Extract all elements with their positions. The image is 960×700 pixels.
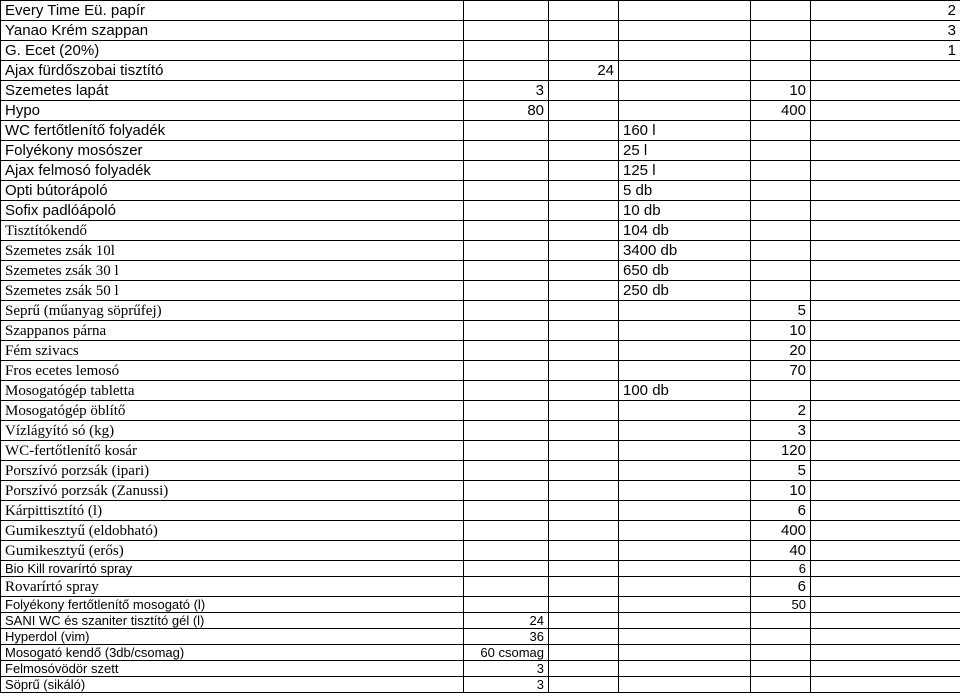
quantity-cell[interactable] <box>811 161 960 181</box>
quantity-cell[interactable] <box>549 613 619 629</box>
quantity-cell[interactable] <box>464 261 549 281</box>
quantity-cell[interactable] <box>751 261 811 281</box>
quantity-cell[interactable] <box>619 629 751 645</box>
quantity-cell[interactable] <box>751 161 811 181</box>
item-name-cell[interactable]: Opti bútorápoló <box>1 181 464 201</box>
item-name-cell[interactable]: Mosogatógép öblítő <box>1 401 464 421</box>
quantity-cell[interactable] <box>464 361 549 381</box>
quantity-cell[interactable]: 5 db <box>619 181 751 201</box>
quantity-cell[interactable] <box>549 201 619 221</box>
quantity-cell[interactable] <box>811 577 960 597</box>
quantity-cell[interactable] <box>464 21 549 41</box>
quantity-cell[interactable] <box>549 81 619 101</box>
quantity-cell[interactable] <box>811 401 960 421</box>
quantity-cell[interactable] <box>619 421 751 441</box>
quantity-cell[interactable] <box>549 677 619 693</box>
table-row <box>1 613 960 629</box>
quantity-cell[interactable] <box>811 361 960 381</box>
quantity-cell[interactable] <box>549 501 619 521</box>
quantity-cell[interactable] <box>464 597 549 613</box>
quantity-cell[interactable] <box>751 661 811 677</box>
quantity-cell[interactable] <box>549 629 619 645</box>
item-name-cell[interactable]: Vízlágyító só (kg) <box>1 421 464 441</box>
quantity-cell[interactable] <box>811 301 960 321</box>
quantity-cell[interactable] <box>811 613 960 629</box>
quantity-cell[interactable] <box>811 677 960 693</box>
table-row <box>1 341 960 361</box>
quantity-cell[interactable] <box>619 461 751 481</box>
quantity-cell[interactable]: 36 <box>464 629 549 645</box>
quantity-cell[interactable] <box>549 401 619 421</box>
quantity-cell[interactable]: 50 <box>751 597 811 613</box>
quantity-cell[interactable]: 3 <box>751 421 811 441</box>
quantity-cell[interactable] <box>619 481 751 501</box>
item-name-cell[interactable]: Söprű (sikáló) <box>1 677 464 693</box>
quantity-cell[interactable] <box>619 597 751 613</box>
quantity-cell[interactable]: 24 <box>464 613 549 629</box>
quantity-cell[interactable] <box>751 61 811 81</box>
quantity-cell[interactable] <box>619 101 751 121</box>
quantity-cell[interactable]: 3 <box>811 21 960 41</box>
quantity-cell[interactable] <box>549 241 619 261</box>
quantity-cell[interactable] <box>811 341 960 361</box>
quantity-cell[interactable] <box>811 541 960 561</box>
table-row <box>1 541 960 561</box>
table-row <box>1 361 960 381</box>
table-row <box>1 101 960 121</box>
quantity-cell[interactable]: 160 l <box>619 121 751 141</box>
quantity-cell[interactable] <box>464 121 549 141</box>
quantity-cell[interactable] <box>751 381 811 401</box>
quantity-cell[interactable]: 400 <box>751 521 811 541</box>
table-row <box>1 301 960 321</box>
item-name-cell[interactable]: Mosogatógép tabletta <box>1 381 464 401</box>
quantity-cell[interactable] <box>751 121 811 141</box>
quantity-cell[interactable]: 1 <box>811 41 960 61</box>
quantity-cell[interactable] <box>619 677 751 693</box>
quantity-cell[interactable] <box>549 21 619 41</box>
quantity-cell[interactable]: 20 <box>751 341 811 361</box>
quantity-cell[interactable] <box>549 161 619 181</box>
table-row <box>1 629 960 645</box>
quantity-cell[interactable] <box>751 645 811 661</box>
item-name-cell[interactable]: Ajax felmosó folyadék <box>1 161 464 181</box>
quantity-cell[interactable]: 400 <box>751 101 811 121</box>
quantity-cell[interactable] <box>464 381 549 401</box>
table-row <box>1 161 960 181</box>
quantity-cell[interactable] <box>464 577 549 597</box>
quantity-cell[interactable] <box>464 321 549 341</box>
quantity-cell[interactable] <box>751 21 811 41</box>
quantity-cell[interactable] <box>811 61 960 81</box>
quantity-cell[interactable] <box>619 577 751 597</box>
quantity-cell[interactable] <box>464 421 549 441</box>
item-name-cell[interactable]: Felmosóvödör szett <box>1 661 464 677</box>
quantity-cell[interactable] <box>619 21 751 41</box>
item-name-cell[interactable]: Rovarírtó spray <box>1 577 464 597</box>
quantity-cell[interactable]: 3 <box>464 661 549 677</box>
quantity-cell[interactable] <box>619 341 751 361</box>
quantity-cell[interactable] <box>751 141 811 161</box>
item-name-cell[interactable]: Hyperdol (vim) <box>1 629 464 645</box>
quantity-cell[interactable] <box>811 181 960 201</box>
item-name-cell[interactable]: G. Ecet (20%) <box>1 41 464 61</box>
table-row <box>1 381 960 401</box>
quantity-cell[interactable] <box>619 401 751 421</box>
table-row <box>1 121 960 141</box>
quantity-cell[interactable]: 60 csomag <box>464 645 549 661</box>
quantity-cell[interactable] <box>811 461 960 481</box>
quantity-cell[interactable]: 5 <box>751 301 811 321</box>
quantity-cell[interactable] <box>811 261 960 281</box>
quantity-cell[interactable] <box>811 481 960 501</box>
quantity-cell[interactable]: 3 <box>464 81 549 101</box>
table-row <box>1 645 960 661</box>
inventory-table-body <box>1 1 960 693</box>
item-name-cell[interactable]: Tisztítókendő <box>1 221 464 241</box>
item-name-cell[interactable]: Bio Kill rovarírtó spray <box>1 561 464 577</box>
quantity-cell[interactable] <box>464 341 549 361</box>
table-row <box>1 401 960 421</box>
quantity-cell[interactable]: 24 <box>549 61 619 81</box>
quantity-cell[interactable] <box>751 629 811 645</box>
item-name-cell[interactable]: Seprű (műanyag söprűfej) <box>1 301 464 321</box>
quantity-cell[interactable] <box>549 521 619 541</box>
quantity-cell[interactable] <box>464 301 549 321</box>
quantity-cell[interactable] <box>811 81 960 101</box>
item-name-cell[interactable]: Folyékony mosószer <box>1 141 464 161</box>
table-row <box>1 21 960 41</box>
quantity-cell[interactable]: 10 db <box>619 201 751 221</box>
quantity-cell[interactable]: 3400 db <box>619 241 751 261</box>
item-name-cell[interactable]: Fros ecetes lemosó <box>1 361 464 381</box>
quantity-cell[interactable] <box>549 421 619 441</box>
quantity-cell[interactable] <box>619 301 751 321</box>
table-row <box>1 141 960 161</box>
quantity-cell[interactable]: 10 <box>751 81 811 101</box>
quantity-cell[interactable] <box>751 1 811 21</box>
quantity-cell[interactable] <box>549 101 619 121</box>
quantity-cell[interactable]: 2 <box>811 1 960 21</box>
table-row <box>1 597 960 613</box>
quantity-cell[interactable] <box>811 629 960 645</box>
quantity-cell[interactable] <box>464 1 549 21</box>
table-row <box>1 61 960 81</box>
quantity-cell[interactable] <box>464 201 549 221</box>
quantity-cell[interactable]: 125 l <box>619 161 751 181</box>
quantity-cell[interactable]: 250 db <box>619 281 751 301</box>
quantity-cell[interactable]: 6 <box>751 501 811 521</box>
quantity-cell[interactable] <box>751 281 811 301</box>
quantity-cell[interactable]: 104 db <box>619 221 751 241</box>
quantity-cell[interactable] <box>549 321 619 341</box>
quantity-cell[interactable] <box>811 501 960 521</box>
quantity-cell[interactable]: 100 db <box>619 381 751 401</box>
quantity-cell[interactable] <box>619 661 751 677</box>
quantity-cell[interactable]: 3 <box>464 677 549 693</box>
table-row <box>1 281 960 301</box>
quantity-cell[interactable]: 2 <box>751 401 811 421</box>
item-name-cell[interactable]: Szappanos párna <box>1 321 464 341</box>
quantity-cell[interactable] <box>464 241 549 261</box>
quantity-cell[interactable] <box>751 221 811 241</box>
quantity-cell[interactable] <box>464 61 549 81</box>
quantity-cell[interactable] <box>811 441 960 461</box>
quantity-cell[interactable] <box>811 421 960 441</box>
quantity-cell[interactable] <box>549 301 619 321</box>
table-row <box>1 501 960 521</box>
quantity-cell[interactable] <box>549 181 619 201</box>
item-name-cell[interactable]: Porszívó porzsák (ipari) <box>1 461 464 481</box>
quantity-cell[interactable] <box>751 613 811 629</box>
table-row <box>1 221 960 241</box>
quantity-cell[interactable] <box>811 521 960 541</box>
table-row <box>1 661 960 677</box>
quantity-cell[interactable] <box>751 241 811 261</box>
item-name-cell[interactable]: WC fertőtlenítő folyadék <box>1 121 464 141</box>
quantity-cell[interactable] <box>751 201 811 221</box>
quantity-cell[interactable] <box>464 161 549 181</box>
quantity-cell[interactable] <box>549 461 619 481</box>
table-row <box>1 201 960 221</box>
quantity-cell[interactable] <box>464 281 549 301</box>
quantity-cell[interactable]: 120 <box>751 441 811 461</box>
quantity-cell[interactable] <box>464 481 549 501</box>
table-row <box>1 577 960 597</box>
quantity-cell[interactable] <box>811 645 960 661</box>
quantity-cell[interactable] <box>619 561 751 577</box>
quantity-cell[interactable] <box>751 677 811 693</box>
quantity-cell[interactable] <box>464 521 549 541</box>
quantity-cell[interactable] <box>464 401 549 421</box>
quantity-cell[interactable]: 6 <box>751 561 811 577</box>
quantity-cell[interactable] <box>549 381 619 401</box>
table-row <box>1 321 960 341</box>
quantity-cell[interactable]: 70 <box>751 361 811 381</box>
quantity-cell[interactable] <box>464 441 549 461</box>
quantity-cell[interactable] <box>811 141 960 161</box>
item-name-cell[interactable]: Fém szivacs <box>1 341 464 361</box>
quantity-cell[interactable] <box>811 661 960 677</box>
item-name-cell[interactable]: Every Time Eü. papír <box>1 1 464 21</box>
table-row <box>1 461 960 481</box>
quantity-cell[interactable]: 40 <box>751 541 811 561</box>
table-row <box>1 181 960 201</box>
quantity-cell[interactable] <box>811 241 960 261</box>
quantity-cell[interactable] <box>811 201 960 221</box>
quantity-cell[interactable] <box>549 541 619 561</box>
item-name-cell[interactable]: WC-fertőtlenítő kosár <box>1 441 464 461</box>
quantity-cell[interactable]: 10 <box>751 321 811 341</box>
quantity-cell[interactable] <box>549 561 619 577</box>
item-name-cell[interactable]: Kárpittisztító (l) <box>1 501 464 521</box>
quantity-cell[interactable]: 5 <box>751 461 811 481</box>
item-name-cell[interactable]: Ajax fürdőszobai tisztító <box>1 61 464 81</box>
quantity-cell[interactable] <box>464 541 549 561</box>
quantity-cell[interactable] <box>549 645 619 661</box>
quantity-cell[interactable] <box>811 321 960 341</box>
quantity-cell[interactable] <box>811 381 960 401</box>
quantity-cell[interactable]: 25 l <box>619 141 751 161</box>
quantity-cell[interactable] <box>751 181 811 201</box>
quantity-cell[interactable] <box>619 41 751 61</box>
item-name-cell[interactable]: Gumikesztyű (erős) <box>1 541 464 561</box>
quantity-cell[interactable] <box>619 81 751 101</box>
quantity-cell[interactable]: 6 <box>751 577 811 597</box>
item-name-cell[interactable]: Szemetes lapát <box>1 81 464 101</box>
table-row <box>1 81 960 101</box>
quantity-cell[interactable] <box>464 181 549 201</box>
quantity-cell[interactable] <box>549 361 619 381</box>
item-name-cell[interactable]: Sofix padlóápoló <box>1 201 464 221</box>
quantity-cell[interactable]: 80 <box>464 101 549 121</box>
quantity-cell[interactable] <box>549 121 619 141</box>
quantity-cell[interactable] <box>751 41 811 61</box>
quantity-cell[interactable] <box>549 481 619 501</box>
quantity-cell[interactable] <box>619 613 751 629</box>
table-row <box>1 677 960 693</box>
item-name-cell[interactable]: Hypo <box>1 101 464 121</box>
quantity-cell[interactable] <box>811 121 960 141</box>
item-name-cell[interactable]: SANI WC és szaniter tisztító gél (l) <box>1 613 464 629</box>
quantity-cell[interactable] <box>619 1 751 21</box>
quantity-cell[interactable] <box>549 597 619 613</box>
quantity-cell[interactable] <box>811 597 960 613</box>
quantity-cell[interactable] <box>619 61 751 81</box>
quantity-cell[interactable] <box>619 521 751 541</box>
quantity-cell[interactable] <box>619 441 751 461</box>
quantity-cell[interactable] <box>549 441 619 461</box>
quantity-cell[interactable] <box>464 141 549 161</box>
quantity-cell[interactable] <box>464 501 549 521</box>
quantity-cell[interactable] <box>811 101 960 121</box>
quantity-cell[interactable]: 650 db <box>619 261 751 281</box>
quantity-cell[interactable] <box>464 561 549 577</box>
item-name-cell[interactable]: Szemetes zsák 10l <box>1 241 464 261</box>
item-name-cell[interactable]: Porszívó porzsák (Zanussi) <box>1 481 464 501</box>
quantity-cell[interactable] <box>619 645 751 661</box>
quantity-cell[interactable] <box>619 321 751 341</box>
table-row <box>1 561 960 577</box>
table-row <box>1 481 960 501</box>
quantity-cell[interactable] <box>619 361 751 381</box>
table-row <box>1 521 960 541</box>
quantity-cell[interactable] <box>549 661 619 677</box>
quantity-cell[interactable] <box>549 41 619 61</box>
table-row <box>1 261 960 281</box>
quantity-cell[interactable] <box>464 221 549 241</box>
table-row <box>1 1 960 21</box>
item-name-cell[interactable]: Yanao Krém szappan <box>1 21 464 41</box>
quantity-cell[interactable] <box>811 281 960 301</box>
table-row <box>1 441 960 461</box>
item-name-cell[interactable]: Folyékony fertőtlenítő mosogató (l) <box>1 597 464 613</box>
quantity-cell[interactable] <box>549 281 619 301</box>
quantity-cell[interactable] <box>464 461 549 481</box>
quantity-cell[interactable]: 10 <box>751 481 811 501</box>
quantity-cell[interactable] <box>619 541 751 561</box>
quantity-cell[interactable] <box>549 577 619 597</box>
item-name-cell[interactable]: Szemetes zsák 50 l <box>1 281 464 301</box>
item-name-cell[interactable]: Mosogató kendő (3db/csomag) <box>1 645 464 661</box>
quantity-cell[interactable] <box>811 221 960 241</box>
quantity-cell[interactable] <box>811 561 960 577</box>
item-name-cell[interactable]: Szemetes zsák 30 l <box>1 261 464 281</box>
quantity-cell[interactable] <box>549 261 619 281</box>
quantity-cell[interactable] <box>549 1 619 21</box>
quantity-cell[interactable] <box>549 341 619 361</box>
quantity-cell[interactable] <box>619 501 751 521</box>
table-row <box>1 241 960 261</box>
item-name-cell[interactable]: Gumikesztyű (eldobható) <box>1 521 464 541</box>
table-row <box>1 41 960 61</box>
quantity-cell[interactable] <box>549 221 619 241</box>
quantity-cell[interactable] <box>549 141 619 161</box>
table-row <box>1 421 960 441</box>
quantity-cell[interactable] <box>464 41 549 61</box>
